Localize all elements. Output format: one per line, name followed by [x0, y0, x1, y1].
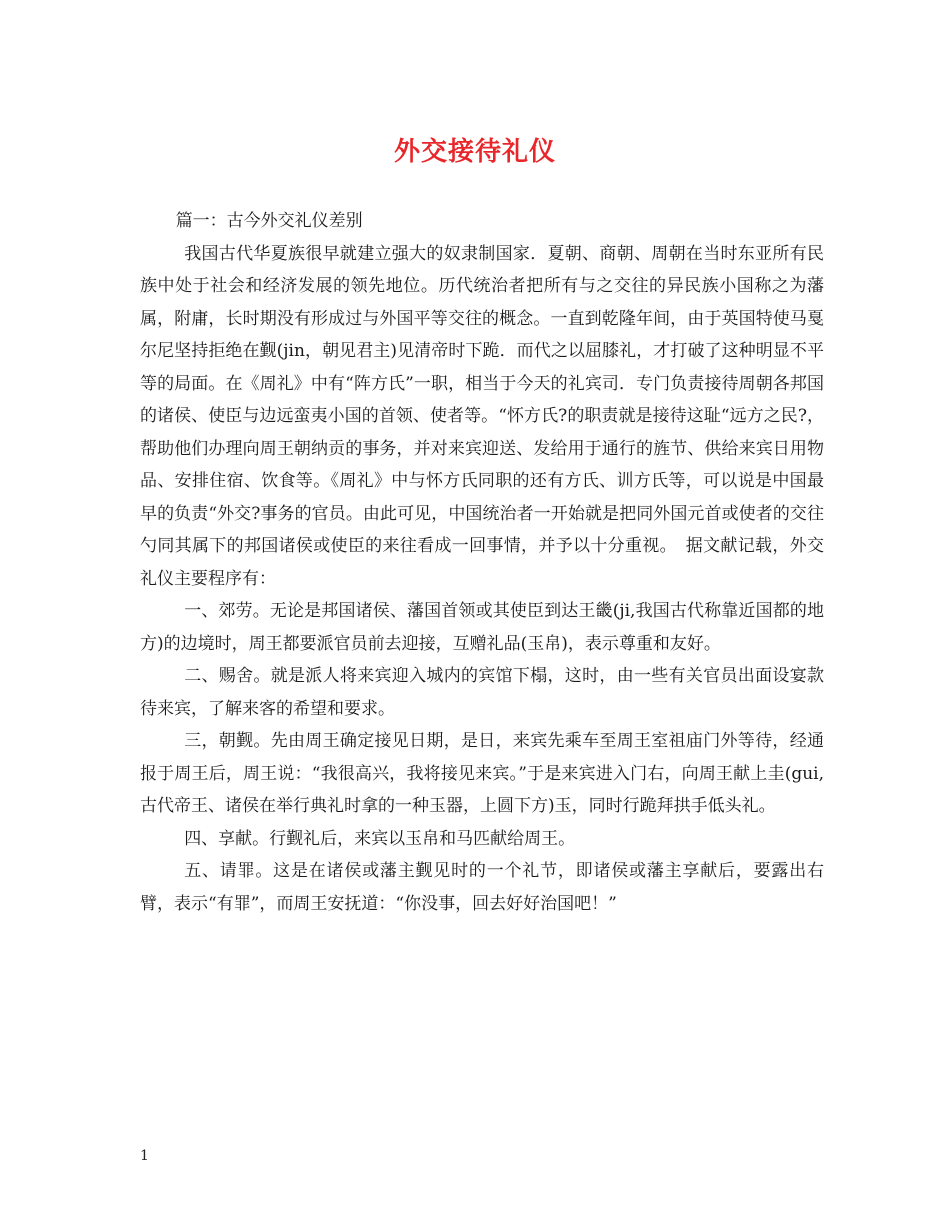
paragraph: 五、请罪。这是在诸侯或藩主觐见时的一个礼节，即诸侯或藩主享献后，要露出右臂，表示“有罪”，而周王安抚道：“你没事，回去好好治国吧！”	[140, 861, 824, 914]
paragraph: 三，朝觐。先由周王确定接见日期，是日，来宾先乘车至周王室祖庙门外等待，经通报于周王后，周王说：“我很高兴，我将接见来宾。”于是来宾进入门右，向周王献上圭(gui,古代帝王、诸侯在举行典礼时拿的一种玉器，上圆下方)玉，同时行跪拜拱手低头礼。	[140, 731, 824, 816]
document-title: 外交接待礼仪	[393, 137, 556, 167]
paragraph: 二、赐舍。就是派人将来宾迎入城内的宾馆下榻，这时，由一些有关官员出面设宴款待来宾，了解来客的希望和要求。	[140, 666, 824, 719]
paragraph: 我国古代华夏族很早就建立强大的奴隶制国家．夏朝、商朝、周朝在当时东亚所有民族中处于社会和经济发展的领先地位。历代统治者把所有与之交往的异民族小国称之为藩属，附庸，长时期没有形成过与外国平等交往的概念。一直到乾隆年间，由于英国特使马戛尔尼坚持拒绝在觐(jin，朝见君主)见清帝时下跪．而代之以屈膝礼，才打破了这种明显不平等的局面。在《周礼》中有“阵方氏”一职，相当于今天的礼宾司．专门负责接待周朝各邦国的诸侯、使臣与边远蛮夷小国的首领、使者等。“怀方氏?的职责就是接待这耻“远方之民?，帮助他们办理向周王朝纳贡的事务，并对来宾迎送、发给用于通行的旌节、供给来宾日用物品、安排住宿、饮食等。《周礼》中与怀方氏同职的还有方氏、训方氏等，可以说是中国最早的负责“外交?事务的官员。由此可见，中国统治者一开始就是把同外国元首或使者的交往勺同其属下的邦国诸侯或使臣的来往看成一回事情，并予以十分重视。 据文献记载，外交礼仪主要程序有：	[140, 243, 824, 589]
section-heading: 篇一：古今外交礼仪差别	[175, 211, 363, 231]
page-number: 1	[140, 1148, 149, 1164]
paragraph: 四、享献。行觐礼后，来宾以玉帛和马匹献给周王。	[184, 828, 576, 849]
document-body	[140, 205, 824, 920]
paragraph: 一、郊劳。无论是邦国诸侯、藩国首领或其使臣到达王畿(ji,我国古代称靠近国都的地方)的边境时，周王都要派官员前去迎接，互赠礼品(玉帛)，表示尊重和友好。	[140, 601, 824, 654]
